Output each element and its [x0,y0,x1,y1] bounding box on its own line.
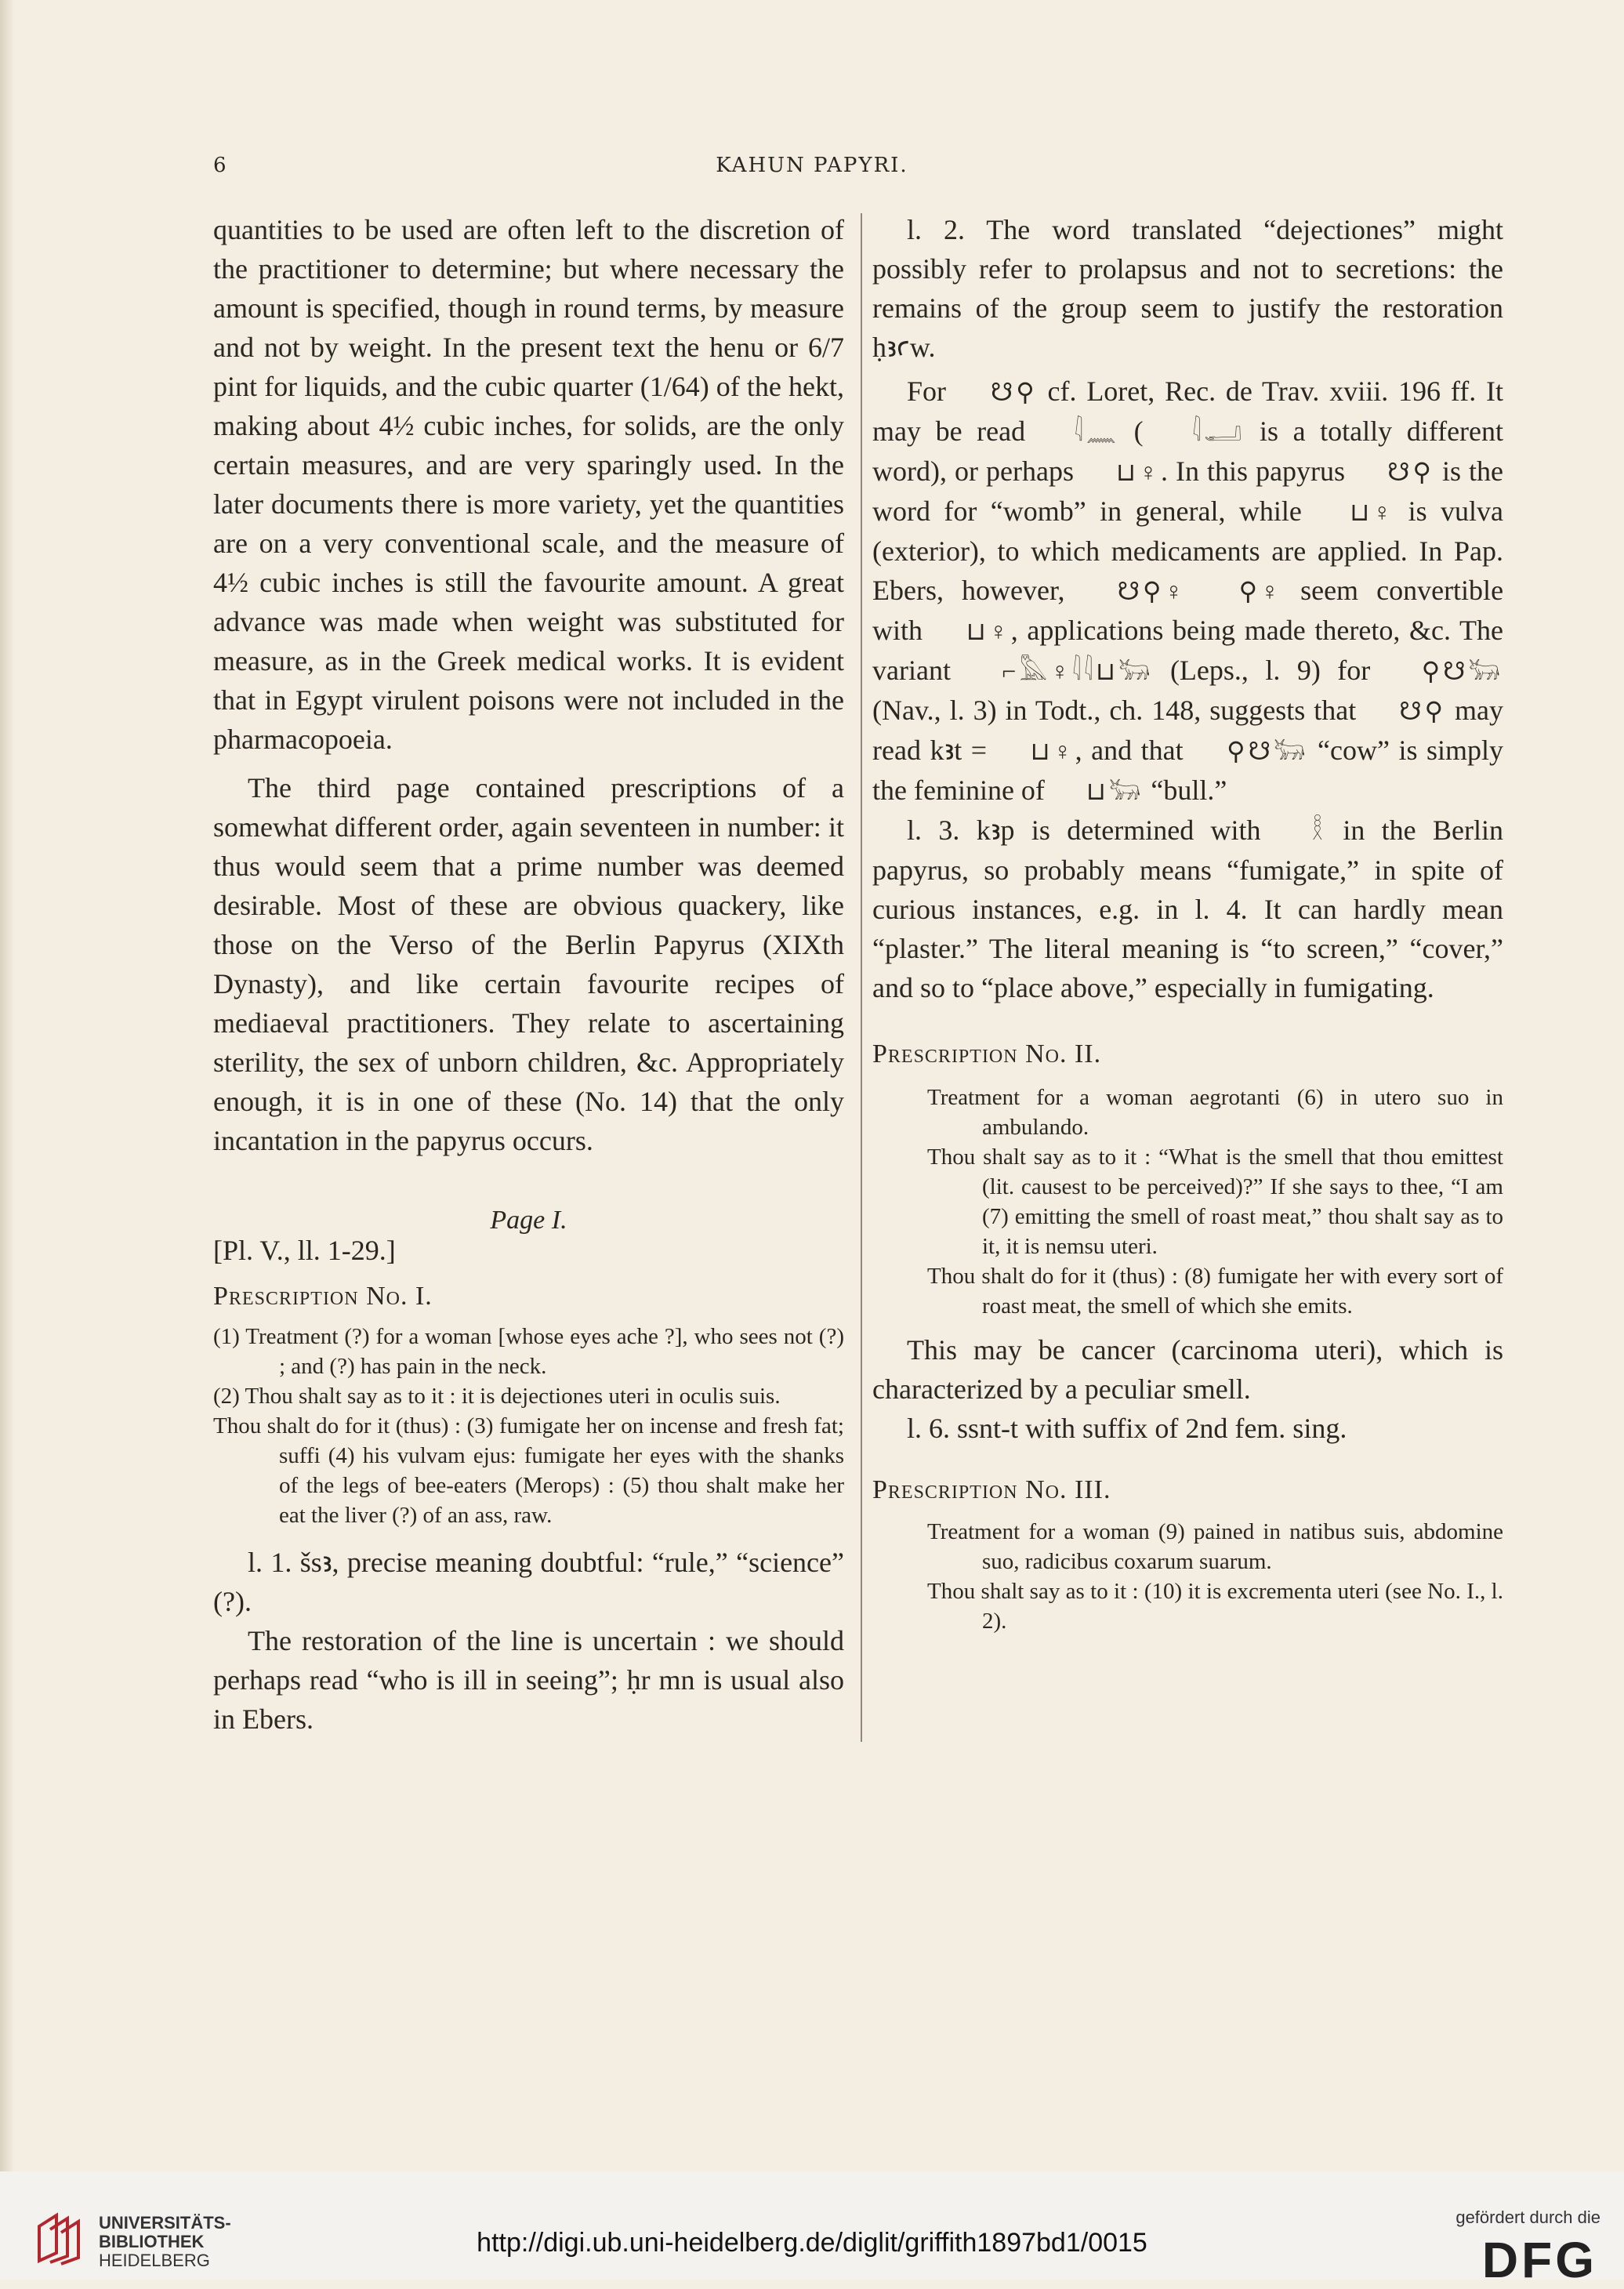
prescription-line: Treatment for a woman aegrotanti (6) in utero suo in ambulando. [927,1085,1503,1140]
text-run: , and that [1075,735,1184,766]
paragraph: The third page contained prescriptions of a somewhat different order, again seventeen in number: it thus would seem that a prime number was deemed desirable. Most of these are obvious quackery, like those on the Verso of the Berlin Papyrus (XIXth Dynasty), and like certain favourite recipes of mediaeval practitioners. They relate to ascertaining sterility, the sex of unborn children, &c. Appropriately enough, it is in one of these (No. 14) that the only incantation in the papyrus occurs. [213,772,844,1156]
prescription-heading: Prescription No. I. [213,1282,433,1311]
prescription-line: Thou shalt do for it (thus) : (3) fumigate her on incense and fresh fat; suffi (4) his vulvam ejus: fumigate her eyes with the shanks of the legs of bee-eaters (Merops) : (5) thou shalt make her eat the liver (?) of an ass, raw. [213,1413,844,1528]
text-run: ( [1133,415,1144,447]
prescription-line: Thou shalt do for it (thus) : (8) fumigate her with every sort of roast meat, the smell of which she emits. [927,1264,1503,1319]
hieroglyph-cow-icon: ⚲☋𓃒 [1421,657,1503,685]
text-run: in the Berlin papyrus, so probably means “fumigate,” in spite of curious instances, e.g. in l. 4. It can hardly mean “plaster.” The literal meaning is “to screen,” “cover,” and so to “place above,” especially in fumigating. [872,814,1503,1003]
prescription-heading: Prescription No. III. [872,1475,1111,1504]
text-run: (Leps., l. 9) for [1169,655,1371,686]
text-run: . In this papyrus [1160,455,1346,487]
hieroglyph-ka-icon: ⊔♀ [1350,498,1395,526]
hieroglyph-womb-icon: ☋⚲♀ [1117,577,1187,605]
hieroglyph-bull-icon: ⊔𓃒 [1086,777,1144,805]
page-edge-shadow [0,0,14,2171]
hieroglyph-womb-icon: ☋⚲ [990,378,1038,406]
text-run: may read kꜣt = [872,695,1504,766]
library-name-line: BIBLIOTHEK [99,2232,205,2251]
note: l. 2. The word translated “dejectiones” might possibly refer to prolapsus and not to secretions: the remains of the group seem to justify the restoration ḥꜣꜥw. [872,214,1503,363]
left-column [213,210,844,1739]
prescription-line: (1) Treatment (?) for a woman [whose eyes ache ?], who sees not (?) ; and (?) has pain in the neck. [213,1324,844,1379]
note: The restoration of the line is uncertain : we should perhaps read “who is ill in seeing”; ḥr mn is usual also in Ebers. [213,1625,844,1735]
prescription-text [213,1322,844,1530]
prescription-line: Treatment for a woman (9) pained in natibus suis, abdomine suo, radicibus coxarum suarum. [927,1519,1503,1574]
note [872,811,1503,1007]
text-run: seem convertible with [872,575,1504,646]
hieroglyph-ka-icon: ⊔♀ [966,617,1011,645]
paragraph-with-hieroglyphs [872,372,1503,811]
hieroglyph-variant-icon: ⌐𓅓♀𓇋𓇋⊔𓃒 [1002,657,1154,685]
hieroglyph-ka-icon: ⊔♀ [1116,458,1161,486]
hieroglyph-cow-icon: ⚲☋𓃒 [1227,737,1309,765]
text-run: (Nav., l. 3) in Todt., ch. 148, suggests that [872,695,1357,726]
running-title: KAHUN PAPYRI. [716,154,908,177]
paragraph: quantities to be used are often left to the discretion of the practitioner to determine; but where necessary the amount is specified, though in round terms, by measure and not by weight. In the present text the henu or 6/7 pint for liquids, and the cubic quarter (1/64) of the hekt, making about 4½ cubic inches, for solids, are the only certain measures, and are very sparingly used. In the later documents there is more variety, yet the quantities are on a very conventional scale, and the measure of 4½ cubic inches is still the favourite amount. A great advance was made when weight was substituted for measure, as in the Greek medical works. It is evident that in Egypt virulent poisons were not included in the pharmacopoeia. [213,214,844,755]
plate-reference: [Pl. V., ll. 1-29.] [213,1235,396,1266]
prescription-text [872,1083,1503,1321]
note: l. 1. šsꜣ, precise meaning doubtful: “rule,” “science” (?). [213,1547,844,1617]
prescription-text [872,1517,1503,1636]
hieroglyph-group-icon: 𓇋𓈖 [1074,418,1119,446]
prescription-line: Thou shalt say as to it : “What is the smell that thou emittest (lit. causest to be perceived)?” If she says to thee, “I am (7) emitting the smell of roast meat,” thou shalt say as to it, it is nemsu uteri. [927,1144,1503,1259]
page-number: 6 [213,154,227,177]
text-run: For [907,375,947,407]
note: l. 6. ssnt-t with suffix of 2nd fem. sing. [907,1413,1347,1444]
column-divider [861,213,862,1742]
text-run: “bull.” [1151,774,1227,806]
funding-note: gefördert durch die [1455,2207,1600,2227]
text-run: “cow” is simply the feminine of [872,735,1504,806]
text-run: is vulva (exterior), to which medicaments are applied. In Pap. Ebers, however, [872,495,1504,606]
paragraph: This may be cancer (carcinoma uteri), which is characterized by a peculiar smell. [872,1334,1503,1405]
text-run: is a totally different word), or perhaps [872,415,1504,487]
hieroglyph-womb-icon: ⚲♀ [1238,577,1282,605]
permalink-url[interactable]: http://digi.ub.uni-heidelberg.de/diglit/griffith1897bd1/0015 [477,2228,1147,2258]
text-run: cf. Loret, Rec. de Trav. xviii. 196 ff. It may be read [872,375,1504,447]
right-column [872,210,1503,1636]
text-run: is the word for “womb” in general, while [872,455,1504,527]
page-title: Page I. [490,1206,567,1235]
hieroglyph-group-icon: 𓇋𓂝 [1192,418,1245,446]
hieroglyph-fumigate-icon: 𓎛 [1311,817,1326,845]
hieroglyph-ka-icon: ⊔♀ [1030,737,1075,765]
library-name-line: UNIVERSITÄTS- [99,2213,231,2233]
dfg-logo[interactable]: DFG [1481,2232,1597,2288]
page-header [0,154,1624,185]
prescription-line: Thou shalt say as to it : (10) it is excrementa uteri (see No. I., l. 2). [927,1579,1503,1634]
prescription-heading: Prescription No. II. [872,1039,1102,1068]
footer-bar [0,2171,1624,2288]
text-run: , applications being made thereto, &c. The variant [872,615,1504,686]
library-name-line: HEIDELBERG [99,2251,210,2270]
text-run: l. 3. kꜣp is determined with [907,814,1261,846]
hieroglyph-womb-icon: ☋⚲ [1399,697,1447,725]
prescription-line: (2) Thou shalt say as to it : it is dejectiones uteri in oculis suis. [213,1384,781,1409]
hieroglyph-womb-icon: ☋⚲ [1387,458,1434,486]
